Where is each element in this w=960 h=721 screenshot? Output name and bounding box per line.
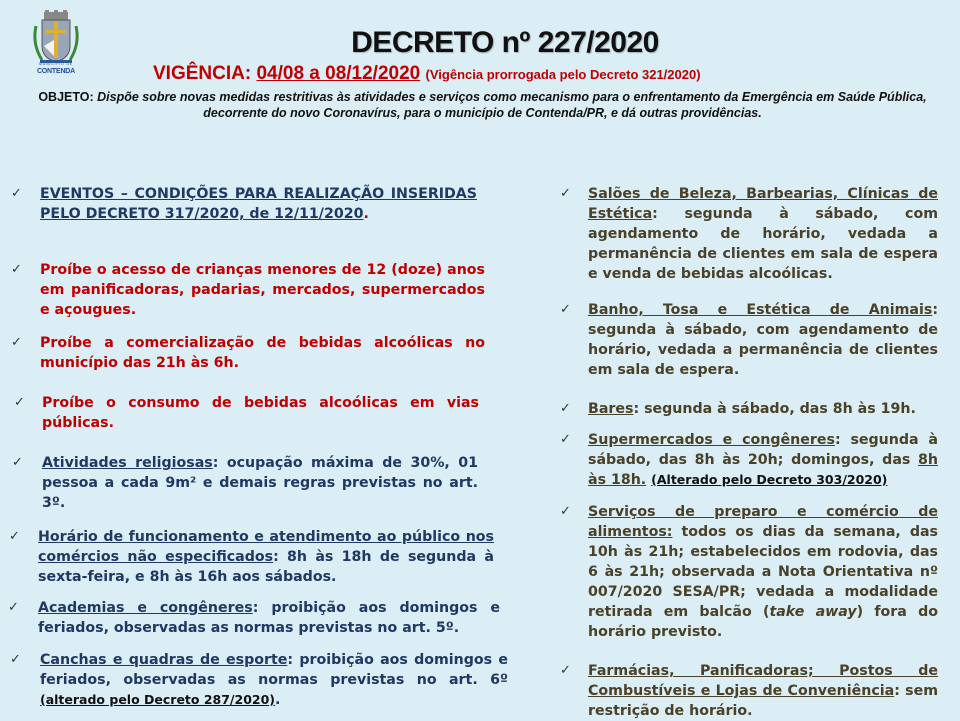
list-item-canchas [10,650,508,710]
list-item-consumo [14,393,479,433]
item-heading: Serviços de preparo e comércio de alimentos: [588,504,938,540]
item-heading: EVENTOS – CONDIÇÕES PARA REALIZAÇÃO INSERIDAS PELO DECRETO 317/2020, de 12/11/2020 [40,186,477,222]
item-text: : ocupação máxima de 30%, 01 pessoa a cada 9m² e demais regras previstas no art. 3º. [42,455,479,511]
checkmark-icon: ✓ [560,302,571,317]
list-item-comercializacao [11,333,485,373]
item-tail: ) fora do horário previsto. [588,604,938,640]
item-text: : segunda à sábado, com agendamento de horário, vedada a permanência de clientes em sala de espera e venda de bebidas alcoólicas. [588,206,938,282]
objeto-label: OBJETO: [38,90,94,104]
list-item-bares [560,399,938,419]
checkmark-icon: ✓ [8,600,19,615]
checkmark-icon: ✓ [560,663,571,678]
list-item-criancas [11,260,485,320]
list-item-academias [8,598,501,638]
checkmark-icon: ✓ [14,395,25,410]
list-item-saloes [560,184,938,284]
vigencia-label: VIGÊNCIA: [153,63,252,84]
item-text: : segunda à sábado, das 8h às 19h. [633,401,916,417]
item-text: : 8h às 18h de segunda à sexta-feira, e 8h às 16h aos sábados. [38,549,494,585]
checkmark-icon: ✓ [11,262,22,277]
item-text: Proíbe o acesso de crianças menores de 12 (doze) anos em panificadoras, padarias, mercados, supermercados e açougues. [40,262,485,318]
list-item-supermercados [560,430,938,490]
checkmark-icon: ✓ [560,504,571,519]
checkmark-icon: ✓ [12,455,23,470]
item-text: : segunda à sábado, com agendamento de horário, vedada a permanência de clientes em sala de espera. [588,302,938,378]
logo-sublabel: MUNICÍPIO DE [39,62,73,66]
item-text: : proibição aos domingos e feriados, observadas as normas previstas no art. 6º [40,652,508,688]
list-item-religiosas [12,453,479,513]
item-heading: Salões de Beleza, Barbearias, Clínicas de Estética [588,186,938,222]
amendment-note: (Alterado pelo Decreto 303/2020) [651,472,888,487]
item-heading: Supermercados e congêneres [588,432,835,448]
item-heading: Horário de funcionamento e atendimento ao público nos comércios não especificados [38,529,494,565]
checkmark-icon: ✓ [9,529,20,544]
item-heading: Canchas e quadras de esporte [40,652,288,668]
checkmark-icon: ✓ [560,186,571,201]
item-text: : proibição aos domingos e feriados, observadas as normas previstas no art. 5º. [38,600,501,636]
checkmark-icon: ✓ [11,335,22,350]
list-item-banho-tosa [560,300,938,380]
objeto-text: Dispõe sobre novas medidas restritivas às atividades e serviços como mecanismo para o enfrentamento da Emergência em Saúde Pública, decorrente do novo Coronavírus, para o município de Contenda/PR, e dá outras providências. [97,90,927,120]
list-item-horario [9,527,494,587]
item-heading: Academias e congêneres [38,600,253,616]
item-heading: Bares [588,401,634,417]
checkmark-icon: ✓ [560,432,571,447]
item-underlined-tail: 8h às 18h. [588,452,938,488]
checkmark-icon: ✓ [10,652,21,667]
item-italic: take away [769,604,857,620]
list-item-alimentos [560,502,938,642]
item-heading: Atividades religiosas [42,455,213,471]
item-text: : segunda à sábado, das 8h às 20h; domingos, das [588,432,938,468]
checkmark-icon: ✓ [11,186,22,201]
amendment-note: (alterado pelo Decreto 287/2020) [40,692,276,707]
item-text: Proíbe a comercialização de bebidas alcoólicas no município das 21h às 6h. [40,335,485,371]
list-item-farmacias [560,661,938,721]
objeto-paragraph [30,89,935,121]
vigencia-dates: 04/08 a 08/12/2020 [256,63,421,84]
item-text: : sem restrição de horário. [588,683,938,719]
item-heading: Farmácias, Panificadoras; Postos de Combustíveis e Lojas de Conveniência [588,663,938,699]
item-text: . [363,206,369,222]
checkmark-icon: ✓ [560,401,571,416]
vigencia-note: (Vigência prorrogada pelo Decreto 321/2020) [425,67,701,82]
vigencia-line [153,63,701,85]
item-heading: Banho, Tosa e Estética de Animais [588,302,933,318]
item-text: todos os dias da semana, das 10h às 21h; estabelecidos em rodovia, das 6 às 21h; observada a Nota Orientativa nº 007/2020 SESA/PR; vedada a modalidade retirada em balcão ( [588,524,938,620]
item-tail: . [275,692,281,708]
logo-label: CONTENDA [36,68,76,75]
item-text: Proíbe o consumo de bebidas alcoólicas em vias públicas. [42,395,479,431]
list-item-eventos [11,184,477,224]
decree-title: DECRETO nº 227/2020 [351,26,659,59]
